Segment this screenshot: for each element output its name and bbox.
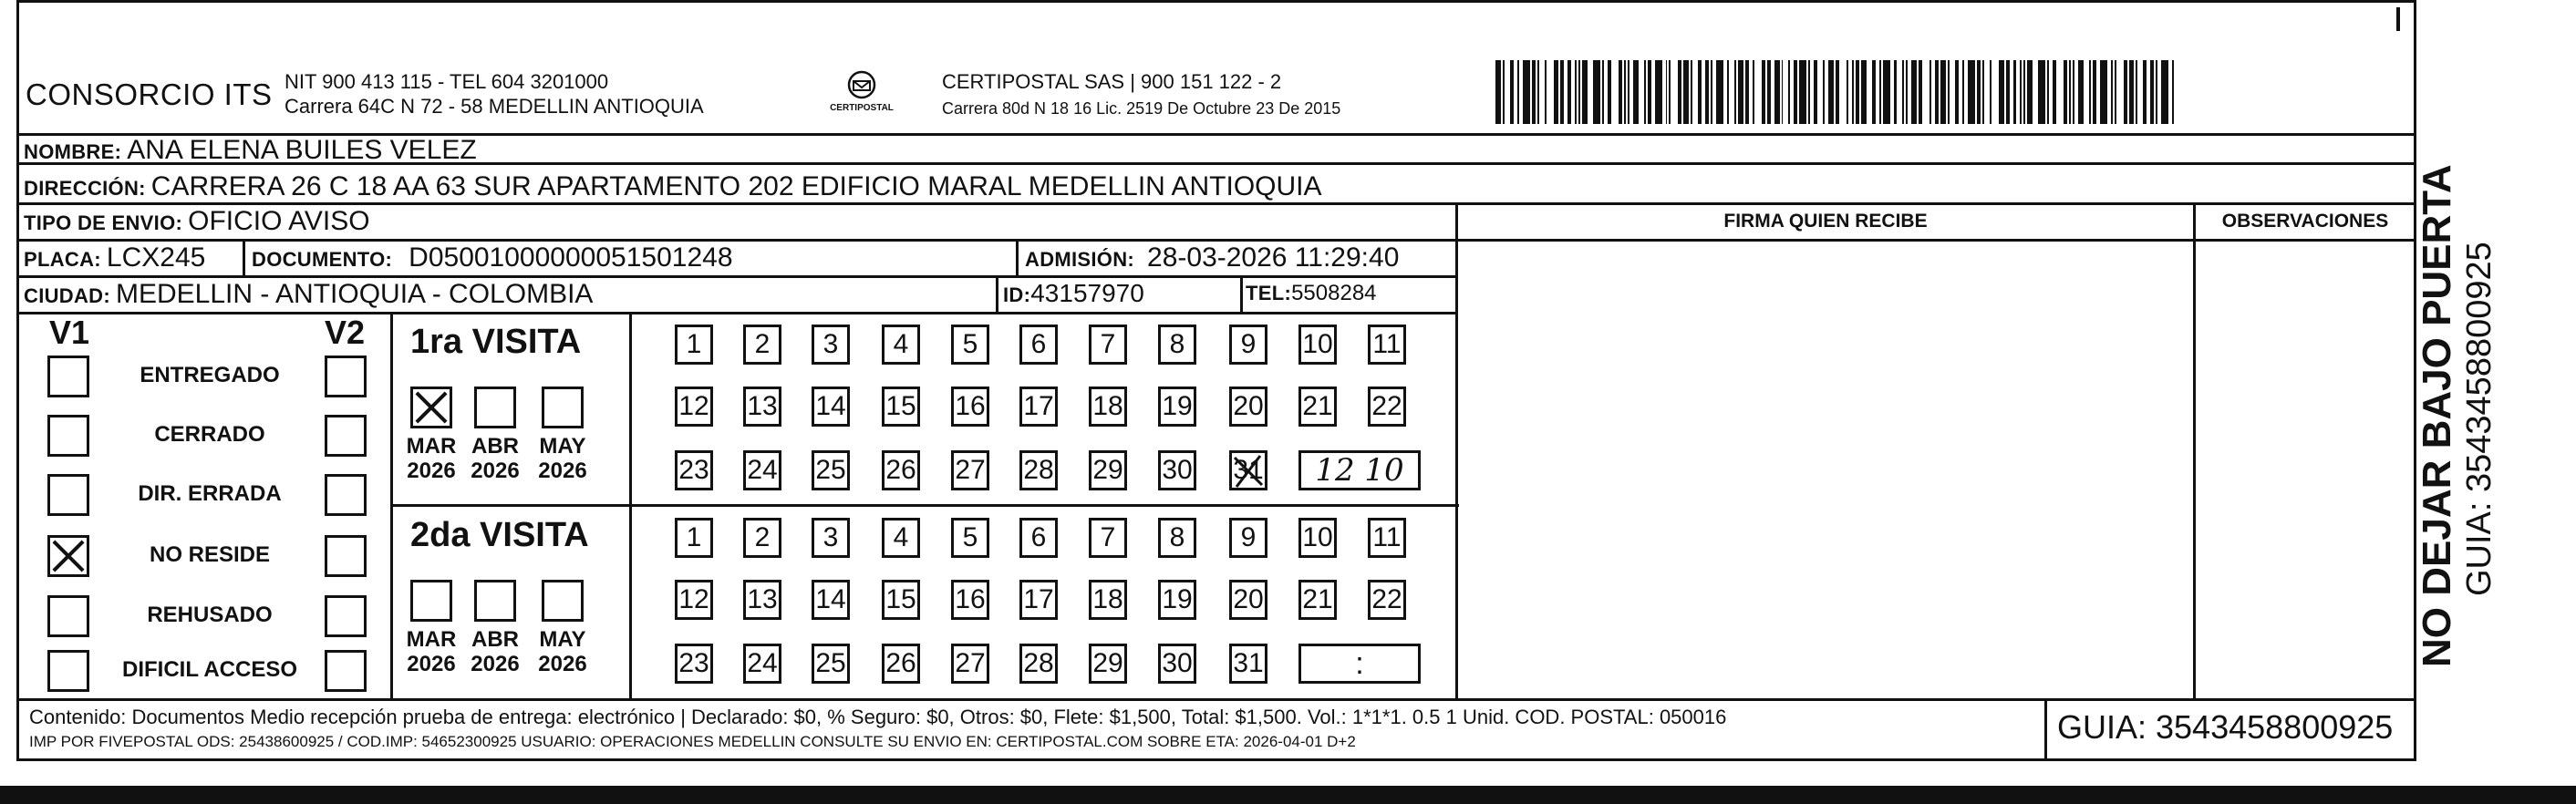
- barcode-bar: [1745, 60, 1749, 124]
- status-label: CERRADO: [154, 422, 265, 447]
- barcode-bar: [2023, 60, 2025, 124]
- barcode-bar: [1678, 60, 1681, 124]
- nombre-label: NOMBRE:: [24, 140, 122, 163]
- barcode-bar: [2129, 60, 2135, 124]
- rule-visit-divider: [392, 504, 1459, 507]
- barcode-bar: [1788, 60, 1790, 124]
- status-label: REHUSADO: [147, 603, 273, 627]
- day-box[interactable]: 26: [882, 450, 920, 490]
- day-box[interactable]: 6: [1019, 325, 1058, 365]
- month-name: MAY: [539, 627, 586, 652]
- barcode-bar: [1774, 60, 1780, 124]
- status-label: DIR. ERRADA: [138, 481, 282, 506]
- day-box[interactable]: 11: [1368, 518, 1406, 558]
- barcode-bar: [1794, 60, 1797, 124]
- day-box[interactable]: 18: [1089, 580, 1127, 620]
- firma-area[interactable]: [1458, 242, 2193, 698]
- barcode-bar: [2143, 60, 2147, 124]
- sender-name: CONSORCIO ITS: [26, 77, 273, 111]
- barcode-bar: [1856, 60, 1859, 124]
- rule-id-tel: [1240, 277, 1243, 314]
- barcode-bar: [2089, 60, 2091, 124]
- day-box[interactable]: 7: [1089, 518, 1127, 558]
- day-box[interactable]: 3: [812, 325, 850, 365]
- direccion-value: CARRERA 26 C 18 AA 63 SUR APARTAMENTO 202 EDIFICIO MARAL MEDELLIN ANTIOQUIA: [150, 171, 1322, 201]
- month-label: [529, 434, 596, 483]
- tipo-label: TIPO DE ENVIO:: [24, 211, 183, 234]
- day-box[interactable]: 25: [812, 644, 850, 684]
- footer-contenido: Contenido: Documentos Medio recepción prueba de entrega: electrónico | Declarado: $0, % Seguro: $0, Otros: $0, Flete: $1,500, Total: $1,500. Vol.: 1*1*1. 0.5 1 Unid. COD. POSTAL: 050016: [29, 706, 1727, 728]
- barcode-bar: [1655, 60, 1662, 124]
- barcode-bar: [2047, 60, 2049, 124]
- day-box[interactable]: 14: [812, 580, 850, 620]
- month-label: [398, 434, 465, 483]
- v2-checkbox[interactable]: [325, 595, 367, 637]
- barcode-bar: [1753, 60, 1754, 124]
- day-box[interactable]: 5: [951, 518, 989, 558]
- id-label: ID:: [1003, 283, 1031, 306]
- barcode-bar: [1911, 60, 1917, 124]
- footer-imp-line: IMP POR FIVEPOSTAL ODS: 25438600925 / COD.IMP: 54652300925 USUARIO: OPERACIONES MEDELLIN CONSULTE SU ENVIO EN: CERTIPOSTAL.COM SOBRE ETA: 2026-04-01 D+2: [29, 733, 1356, 750]
- day-box[interactable]: 23: [675, 644, 713, 684]
- barcode-bar: [1906, 60, 1908, 124]
- barcode-bar: [1990, 60, 1991, 124]
- day-box[interactable]: 1: [675, 518, 713, 558]
- barcode-bar: [1734, 60, 1736, 124]
- day-box[interactable]: 16: [951, 580, 989, 620]
- tel-cell: [1246, 281, 1377, 306]
- sender-nit: NIT 900 413 115 - TEL 604 3201000: [284, 70, 609, 93]
- day-box[interactable]: 16: [951, 387, 989, 427]
- day-box[interactable]: 8: [1158, 518, 1196, 558]
- barcode-bar: [1716, 60, 1723, 124]
- status-label: DIFICIL ACCESO: [121, 657, 297, 682]
- barcode-bar: [1644, 60, 1646, 124]
- day-box[interactable]: 29: [1089, 450, 1127, 490]
- barcode-bar: [1510, 60, 1514, 124]
- barcode-bar: [1861, 60, 1867, 124]
- barcode-bar: [1602, 60, 1604, 124]
- footer-guia: GUIA: 3543458800925: [2057, 708, 2394, 746]
- day-box[interactable]: 27: [951, 644, 989, 684]
- barcode-bar: [1727, 60, 1729, 124]
- barcode-bar: [2013, 60, 2017, 124]
- month-checkbox[interactable]: [474, 387, 516, 428]
- admision-value: 28-03-2026 11:29:40: [1147, 242, 1400, 273]
- day-box[interactable]: 30: [1158, 450, 1196, 490]
- admision-cell: [1025, 242, 1399, 273]
- day-box[interactable]: 28: [1019, 644, 1058, 684]
- certipostal-logo: [825, 68, 898, 119]
- barcode-bar: [1738, 60, 1743, 124]
- day-box[interactable]: 12: [675, 387, 713, 427]
- barcode-bar: [1847, 60, 1848, 124]
- day-box[interactable]: 3: [812, 518, 850, 558]
- tipo-value: OFICIO AVISO: [188, 206, 370, 236]
- documento-label: DOCUMENTO:: [252, 248, 393, 271]
- day-box[interactable]: 20: [1229, 387, 1267, 427]
- day-box[interactable]: 5: [951, 325, 989, 365]
- tel-value: 5508284: [1291, 281, 1377, 305]
- nombre-row: [24, 135, 477, 166]
- rule-above-footer: [16, 698, 2416, 701]
- corner-mark: [2396, 7, 2400, 31]
- barcode-bar: [1948, 60, 1950, 124]
- barcode-bar: [1919, 60, 1922, 124]
- day-box[interactable]: 11: [1368, 325, 1406, 365]
- barcode-bar: [1608, 60, 1611, 124]
- barcode-bar: [2006, 60, 2010, 124]
- v1-checkbox[interactable]: [47, 415, 89, 457]
- barcode-bar: [1669, 60, 1671, 124]
- barcode-bar: [2172, 60, 2174, 124]
- v2-checkbox[interactable]: [325, 650, 367, 692]
- x-mark-icon: [410, 387, 452, 428]
- day-box[interactable]: 26: [882, 644, 920, 684]
- v1-checkbox[interactable]: [47, 474, 89, 516]
- courier-license: Carrera 80d N 18 16 Lic. 2519 De Octubre 23 De 2015: [942, 99, 1341, 118]
- month-year: 2026: [471, 652, 520, 676]
- frame-bottom-edge: [16, 758, 2416, 761]
- barcode-bar: [1503, 60, 1505, 124]
- barcode-bar: [1582, 60, 1588, 124]
- placa-value: LCX245: [106, 242, 206, 273]
- day-box[interactable]: 22: [1368, 580, 1406, 620]
- barcode-bar: [2150, 60, 2154, 124]
- month-checkbox[interactable]: [474, 580, 516, 622]
- v2-label: V2: [325, 314, 366, 351]
- day-box[interactable]: 15: [882, 580, 920, 620]
- ciudad-value: MEDELLIN - ANTIOQUIA - COLOMBIA: [115, 279, 594, 309]
- day-box[interactable]: 24: [743, 450, 781, 490]
- barcode-bar: [1999, 60, 2004, 124]
- month-label: [529, 627, 596, 676]
- barcode-bar: [1799, 60, 1806, 124]
- barcode-bar: [2115, 60, 2116, 124]
- barcode-bar: [1883, 60, 1890, 124]
- documento-value: D05001000000051501248: [409, 242, 733, 273]
- admision-label: ADMISIÓN:: [1025, 248, 1135, 271]
- barcode-bar: [1711, 60, 1712, 124]
- barcode-bar: [1872, 60, 1876, 124]
- day-box[interactable]: 14: [812, 387, 850, 427]
- day-box[interactable]: 12: [675, 580, 713, 620]
- v1-label: V1: [49, 314, 90, 351]
- barcode-bar: [1808, 60, 1810, 124]
- day-box[interactable]: 25: [812, 450, 850, 490]
- day-box[interactable]: 10: [1298, 518, 1337, 558]
- direccion-row: [24, 171, 1322, 202]
- barcode-bar: [1628, 60, 1629, 124]
- v1-checkbox[interactable]: [47, 650, 89, 692]
- barcode-bar: [1977, 60, 1981, 124]
- day-box[interactable]: 20: [1229, 580, 1267, 620]
- barcode-bar: [1894, 60, 1898, 124]
- day-box[interactable]: 17: [1019, 387, 1058, 427]
- barcode-bar: [1836, 60, 1839, 124]
- month-label: [398, 627, 465, 676]
- barcode-bar: [2020, 60, 2022, 124]
- side-warning: NO DEJAR BAJO PUERTA: [2415, 164, 2459, 667]
- day-box[interactable]: 4: [882, 325, 920, 365]
- month-year: 2026: [407, 652, 456, 676]
- month-name: MAY: [539, 434, 586, 459]
- day-box[interactable]: 2: [743, 325, 781, 365]
- month-checkbox[interactable]: [410, 387, 452, 428]
- rule-ciudad-id: [996, 277, 998, 314]
- visit-title: 1ra VISITA: [410, 323, 582, 361]
- barcode-bar: [1666, 60, 1668, 124]
- barcode-bar: [2053, 60, 2056, 124]
- status-label: NO RESIDE: [149, 542, 271, 567]
- barcode-bar: [1940, 60, 1946, 124]
- day-box[interactable]: 9: [1229, 518, 1267, 558]
- barcode-bar: [1624, 60, 1626, 124]
- barcode-bar: [2038, 60, 2045, 124]
- barcode-bar: [1495, 60, 1501, 124]
- month-year: 2026: [538, 652, 587, 676]
- frame-top-edge: [16, 0, 2416, 3]
- month-checkbox[interactable]: [542, 580, 584, 622]
- barcode-bar: [1517, 60, 1519, 124]
- day-box[interactable]: 22: [1368, 387, 1406, 427]
- barcode-bar: [1575, 60, 1577, 124]
- barcode-bar: [1532, 60, 1536, 124]
- day-box[interactable]: 31: [1229, 450, 1267, 490]
- x-mark-icon: [47, 535, 89, 577]
- v2-checkbox[interactable]: [325, 474, 367, 516]
- barcode-bar: [2027, 60, 2033, 124]
- barcode-bar: [1852, 60, 1854, 124]
- barcode-bar: [1619, 60, 1622, 124]
- v1-checkbox[interactable]: [47, 535, 89, 577]
- tipo-row: [24, 206, 370, 237]
- month-label: [461, 627, 529, 676]
- day-box[interactable]: 24: [743, 644, 781, 684]
- day-box[interactable]: 7: [1089, 325, 1127, 365]
- observaciones-header: OBSERVACIONES: [2221, 211, 2389, 232]
- barcode-bar: [1828, 60, 1834, 124]
- month-label: [461, 434, 529, 483]
- direccion-label: DIRECCIÓN:: [24, 177, 146, 200]
- barcode-bar: [2156, 60, 2157, 124]
- placa-cell: [24, 242, 205, 273]
- month-name: MAR: [406, 627, 457, 652]
- day-box[interactable]: 21: [1298, 387, 1337, 427]
- day-box[interactable]: 19: [1158, 387, 1196, 427]
- v2-checkbox[interactable]: [325, 356, 367, 397]
- month-year: 2026: [471, 459, 520, 483]
- rule-under-tipo: [16, 239, 1457, 242]
- day-box[interactable]: 23: [675, 450, 713, 490]
- rule-footer-guia: [2044, 698, 2047, 760]
- v1-checkbox[interactable]: [47, 356, 89, 397]
- barcode-bar: [1691, 60, 1692, 124]
- visit-title: 2da VISITA: [410, 516, 589, 554]
- day-box[interactable]: 21: [1298, 580, 1337, 620]
- day-box[interactable]: 29: [1089, 644, 1127, 684]
- barcode-bar: [1567, 60, 1571, 124]
- day-box[interactable]: 30: [1158, 644, 1196, 684]
- barcode-bar: [1633, 60, 1639, 124]
- barcode-bar: [1578, 60, 1580, 124]
- barcode-bar: [1968, 60, 1975, 124]
- day-box[interactable]: 31: [1229, 644, 1267, 684]
- tel-label: TEL:: [1246, 282, 1292, 304]
- time-box[interactable]: 12 10: [1298, 450, 1421, 490]
- id-cell: [1003, 279, 1144, 308]
- side-guia: GUIA: 3543458800925: [2460, 242, 2498, 596]
- barcode-bar: [2100, 60, 2107, 124]
- barcode-bar: [2064, 60, 2067, 124]
- barcode-bar: [1962, 60, 1964, 124]
- rule-doc-admision: [1016, 241, 1019, 277]
- barcode-bar: [2161, 60, 2168, 124]
- barcode-bar: [1683, 60, 1689, 124]
- barcode-bar: [1767, 60, 1771, 124]
- day-box[interactable]: 10: [1298, 325, 1337, 365]
- barcode-bar: [1698, 60, 1702, 124]
- day-box[interactable]: 17: [1019, 580, 1058, 620]
- barcode-bar: [1554, 60, 1559, 124]
- id-value: 43157970: [1030, 279, 1144, 307]
- barcode-bar: [2111, 60, 2113, 124]
- observaciones-area[interactable]: [2196, 242, 2414, 698]
- day-box[interactable]: 15: [882, 387, 920, 427]
- day-box[interactable]: 6: [1019, 518, 1058, 558]
- rule-placa-doc: [243, 241, 245, 277]
- frame-left-edge: [16, 0, 19, 760]
- month-name: MAR: [406, 434, 457, 459]
- barcode-bar: [1879, 60, 1881, 124]
- barcode-bar: [1823, 60, 1825, 124]
- day-box[interactable]: 9: [1229, 325, 1267, 365]
- barcode-bar: [1929, 60, 1931, 124]
- time-box[interactable]: :: [1298, 644, 1421, 684]
- page-bottom-band: [0, 786, 2576, 804]
- day-box[interactable]: 1: [675, 325, 713, 365]
- month-checkbox[interactable]: [410, 580, 452, 622]
- day-box[interactable]: 2: [743, 518, 781, 558]
- v1-checkbox[interactable]: [47, 595, 89, 637]
- courier-name: CERTIPOSTAL SAS | 900 151 122 - 2: [942, 70, 1282, 93]
- barcode-bar: [1955, 60, 1959, 124]
- rule-status-visits: [390, 314, 393, 700]
- month-name: ABR: [471, 434, 519, 459]
- barcode-bar: [1982, 60, 1984, 124]
- placa-label: PLACA:: [24, 248, 101, 271]
- day-box[interactable]: 18: [1089, 387, 1127, 427]
- barcode-bar: [2069, 60, 2071, 124]
- barcode-bar: [1593, 60, 1600, 124]
- v2-checkbox[interactable]: [325, 415, 367, 457]
- barcode-bar: [1762, 60, 1765, 124]
- barcode: [1495, 60, 2179, 124]
- barcode-bar: [2124, 60, 2127, 124]
- barcode-bar: [1545, 60, 1547, 124]
- day-box[interactable]: 19: [1158, 580, 1196, 620]
- day-box[interactable]: 27: [951, 450, 989, 490]
- documento-cell: [252, 242, 733, 273]
- day-box[interactable]: 4: [882, 518, 920, 558]
- day-box[interactable]: 8: [1158, 325, 1196, 365]
- status-label: ENTREGADO: [140, 363, 280, 387]
- ciudad-cell: [24, 279, 593, 310]
- rule-under-direccion: [16, 202, 2416, 205]
- barcode-bar: [1648, 60, 1651, 124]
- month-year: 2026: [538, 459, 587, 483]
- barcode-bar: [1537, 60, 1539, 124]
- barcode-bar: [1705, 60, 1709, 124]
- nombre-value: ANA ELENA BUILES VELEZ: [127, 135, 477, 165]
- day-box[interactable]: 13: [743, 580, 781, 620]
- day-box[interactable]: 13: [743, 387, 781, 427]
- barcode-bar: [2093, 60, 2096, 124]
- month-checkbox[interactable]: [542, 387, 584, 428]
- certipostal-logo-text: CERTIPOSTAL: [830, 103, 894, 113]
- month-name: ABR: [471, 627, 519, 652]
- barcode-bar: [1935, 60, 1939, 124]
- firma-header: FIRMA QUIEN RECIBE: [1723, 211, 1928, 232]
- barcode-bar: [1814, 60, 1817, 124]
- v2-checkbox[interactable]: [325, 535, 367, 577]
- barcode-bar: [1782, 60, 1784, 124]
- ciudad-label: CIUDAD:: [24, 284, 110, 307]
- barcode-bar: [1523, 60, 1530, 124]
- month-year: 2026: [407, 459, 456, 483]
- day-box[interactable]: 28: [1019, 450, 1058, 490]
- sender-address: Carrera 64C N 72 - 58 MEDELLIN ANTIOQUIA: [284, 95, 704, 118]
- barcode-bar: [2078, 60, 2084, 124]
- barcode-bar: [1560, 60, 1564, 124]
- barcode-bar: [2073, 60, 2074, 124]
- rule-months-days: [629, 314, 632, 700]
- barcode-bar: [1902, 60, 1904, 124]
- barcode-bar: [2136, 60, 2137, 124]
